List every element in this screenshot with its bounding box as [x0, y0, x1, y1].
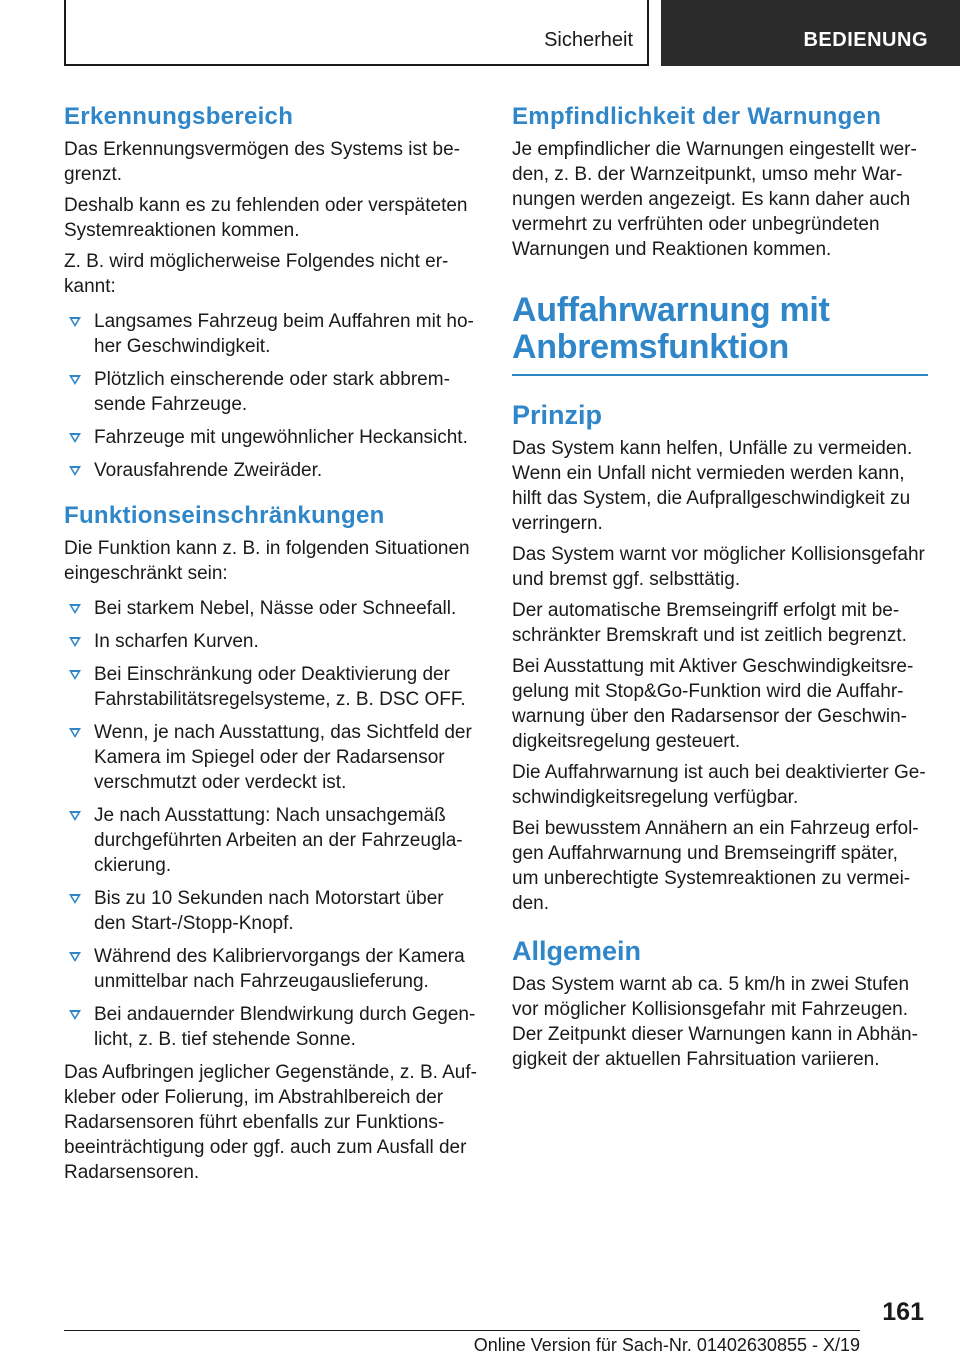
heading-empfindlichkeit: Empfindlichkeit der Warnungen [512, 103, 882, 130]
bullet-list-erkennung [64, 309, 478, 483]
list-item: Langsames Fahrzeug beim Auffahren mit ho- her Geschwindigkeit. [64, 309, 478, 359]
paragraph: Z. B. wird möglicherweise Folgendes nicht er- kannt: [64, 251, 449, 297]
paragraph: Das Erkennungsvermögen des Systems ist be- grenzt. [64, 139, 461, 185]
triangle-bullet-icon [69, 466, 81, 476]
list-item: Je nach Ausstattung: Nach unsachgemäß durchgeführten Arbeiten an der Fahrzeugla- ckierung. [64, 803, 478, 878]
header-chapter-label: BEDIENUNG [803, 29, 928, 51]
list-item: Plötzlich einscherende oder stark abbrem- sende Fahrzeuge. [64, 367, 478, 417]
heading-erkennungsbereich: Erkennungsbereich [64, 103, 294, 130]
paragraph: Bei Ausstattung mit Aktiver Geschwindigkeitsre- gelung mit Stop&Go-Funktion wird die Auffahr- warnung über den Radarsensor der Geschwin- digkeitsregelung gesteuert. [512, 656, 914, 752]
list-item: Wenn, je nach Ausstattung, das Sichtfeld der Kamera im Spiegel oder der Radarsensor verschmutzt oder verdeckt ist. [64, 720, 478, 795]
triangle-bullet-icon [69, 604, 81, 614]
paragraph: Der automatische Bremseingriff erfolgt mit be- schränkter Bremskraft und ist zeitlich begrenzt. [512, 600, 907, 646]
right-column [512, 102, 928, 1078]
paragraph: Die Auffahrwarnung ist auch bei deaktivierter Ge- schwindigkeitsregelung verfügbar. [512, 762, 926, 808]
triangle-bullet-icon [69, 811, 81, 821]
header-section-box [64, 0, 649, 66]
list-item: Während des Kalibriervorgangs der Kamera unmittelbar nach Fahrzeugauslieferung. [64, 944, 478, 994]
paragraph: Das System kann helfen, Unfälle zu vermeiden. Wenn ein Unfall nicht vermieden werden kann, hilft das System, die Aufprallgeschwindigkeit zu verringern. [512, 438, 913, 534]
paragraph: Deshalb kann es zu fehlenden oder verspäteten Systemreaktionen kommen. [64, 195, 468, 241]
list-item: Bei starkem Nebel, Nässe oder Schneefall. [64, 596, 478, 621]
bullet-list-funktion [64, 596, 478, 1052]
page-number: 161 [882, 1298, 924, 1326]
footer-online-version: Online Version für Sach-Nr. 01402630855 - X/19 [473, 1335, 860, 1355]
triangle-bullet-icon [69, 1010, 81, 1020]
triangle-bullet-icon [69, 728, 81, 738]
list-item: Fahrzeuge mit ungewöhnlicher Heckansicht. [64, 425, 478, 450]
left-column [64, 102, 478, 1191]
triangle-bullet-icon [69, 952, 81, 962]
triangle-bullet-icon [69, 433, 81, 443]
triangle-bullet-icon [69, 670, 81, 680]
list-item: Bis zu 10 Sekunden nach Motorstart über den Start-/Stopp-Knopf. [64, 886, 478, 936]
paragraph: Das Aufbringen jeglicher Gegenstände, z. B. Auf- kleber oder Folierung, im Abstrahlbereich der Radarsensoren führt ebenfalls zur Funktions- beeinträchtigung oder ggf. auch zum Ausfall der Radarsensoren. [64, 1062, 477, 1183]
heading-allgemein: Allgemein [512, 936, 642, 966]
paragraph: Das System warnt ab ca. 5 km/h in zwei Stufen vor möglicher Kollisionsgefahr mit Fahrzeugen. Der Zeitpunkt dieser Warnungen kann in Abhän- gigkeit der aktuellen Fahrsituation variieren. [512, 974, 918, 1070]
paragraph: Das System warnt vor möglicher Kollisionsgefahr und bremst ggf. selbsttätig. [512, 544, 925, 590]
footer-divider [64, 1330, 860, 1331]
triangle-bullet-icon [69, 894, 81, 904]
list-item: Bei andauernder Blendwirkung durch Gegen- licht, z. B. tief stehende Sonne. [64, 1002, 478, 1052]
paragraph: Die Funktion kann z. B. in folgenden Situationen eingeschränkt sein: [64, 538, 470, 584]
triangle-bullet-icon [69, 637, 81, 647]
list-item: Bei Einschränkung oder Deaktivierung der Fahrstabilitätsregelsysteme, z. B. DSC OFF. [64, 662, 478, 712]
heading-prinzip: Prinzip [512, 400, 603, 430]
paragraph: Bei bewusstem Annähern an ein Fahrzeug erfol- gen Auffahrwarnung und Bremseingriff später, um unberechtigte Systemreaktionen zu vermei- den. [512, 818, 919, 914]
list-item: In scharfen Kurven. [64, 629, 478, 654]
paragraph: Je empfindlicher die Warnungen eingestellt wer- den, z. B. der Warnzeitpunkt, umso mehr War- nungen werden angezeigt. Es kann daher auch vermehrt zu verfrühten oder unbegründeten Warnungen und Reaktionen kommen. [512, 139, 917, 260]
header-chapter-box [661, 0, 960, 66]
triangle-bullet-icon [69, 375, 81, 385]
header-section-label: Sicherheit [544, 29, 633, 51]
chapter-heading: Auffahrwarnung mit Anbremsfunktion [512, 292, 928, 376]
heading-funktionseinschraenkungen: Funktionseinschränkungen [64, 502, 385, 529]
list-item: Vorausfahrende Zweiräder. [64, 458, 478, 483]
triangle-bullet-icon [69, 317, 81, 327]
